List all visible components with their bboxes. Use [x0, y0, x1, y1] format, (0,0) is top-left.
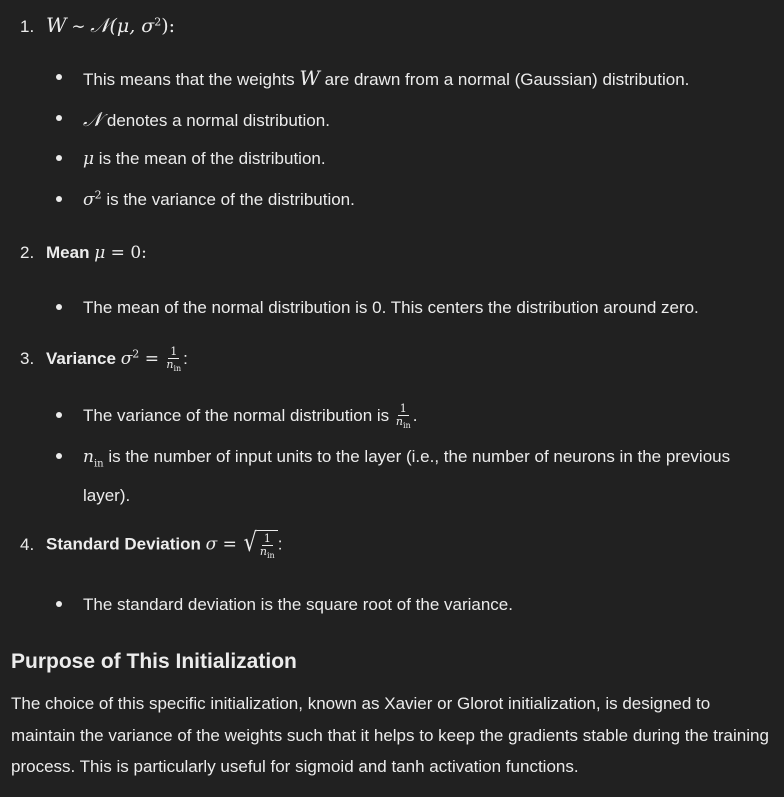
list-item [56, 62, 781, 96]
list-number: 4. [20, 534, 35, 554]
math-symbol: W [46, 13, 67, 37]
list-item [56, 589, 781, 621]
list-item [56, 292, 781, 324]
bullet-dot [56, 304, 62, 310]
math-symbol: ∼ [71, 17, 86, 37]
math-symbol: (μ, σ [109, 15, 155, 37]
bullet-dot [56, 155, 62, 161]
list-item-1-heading [20, 10, 175, 41]
bullet-dot [56, 115, 62, 121]
bullet-text: $\sigma^2$ is the variance of the distribution. [83, 188, 355, 210]
bullet-text: $n_{in}$ is the number of input units to the layer (i.e., the number of neurons in the previous layer). [83, 447, 731, 506]
math-symbol: ): [161, 15, 176, 37]
list-item [56, 400, 781, 432]
bullet-dot [56, 601, 62, 607]
fraction: $\frac{1}{n_{in}}$ [259, 532, 275, 560]
math-symbol: σ [120, 349, 133, 370]
fraction: $\frac{1}{n_{in}}$ [395, 401, 411, 430]
list-item [56, 184, 781, 216]
list-item [56, 103, 781, 137]
section-heading: Purpose of This Initialization [11, 650, 297, 673]
item-label: Variance [46, 349, 116, 369]
math-symbol: 𝒩 [90, 13, 110, 37]
bullet-text: The variance of the normal distribution is $\frac{1}{n_{in}}$ . [83, 401, 418, 430]
bullet-dot [56, 74, 62, 80]
fraction: $\frac{1}{n_{in}}$ [166, 345, 182, 373]
bullet-text: The mean of the normal distribution is 0. This centers the distribution around zero. [83, 298, 699, 317]
list-number: 3. [20, 349, 35, 369]
item-label: Mean [46, 243, 90, 262]
bullet-text: This means that the weights W are drawn from a normal (Gaussian) distribution. [83, 66, 690, 90]
list-item-3-heading [20, 346, 188, 373]
math-symbol: : [183, 349, 188, 369]
list-item-4-heading [20, 530, 282, 560]
bullet-dot [56, 196, 62, 202]
math-symbol: μ [94, 243, 106, 263]
bullet-dot [56, 453, 62, 459]
bullet-text: The standard deviation is the square root of the variance. [83, 595, 513, 614]
math-symbol: = [139, 349, 165, 370]
list-number: 1. [20, 17, 35, 36]
list-item [56, 441, 781, 512]
square-root: √ $\frac{1}{n_{in}}$ [242, 530, 277, 560]
list-number: 2. [20, 243, 35, 262]
item-label: Standard Deviation [46, 534, 201, 554]
bullet-text: 𝒩 denotes a normal distribution. [83, 107, 330, 131]
bullet-dot [56, 412, 62, 418]
section-paragraph: The choice of this specific initialization, known as Xavier or Glorot initialization, is designed to maintain the variance of the weights such that it helps to keep the gradients stable during the training process. This is particularly useful for sigmoid and tanh activation functions. [11, 694, 769, 776]
math-symbol: 2 [132, 347, 140, 361]
math-symbol: 2 [154, 15, 162, 29]
math-symbol: = [217, 534, 243, 555]
list-item [56, 143, 781, 175]
math-symbol: σ [205, 534, 218, 555]
list-item-2-heading [20, 240, 147, 267]
math-symbol: = 0: [105, 243, 147, 263]
bullet-text: μ is the mean of the distribution. [83, 149, 326, 169]
math-symbol: : [277, 534, 283, 554]
